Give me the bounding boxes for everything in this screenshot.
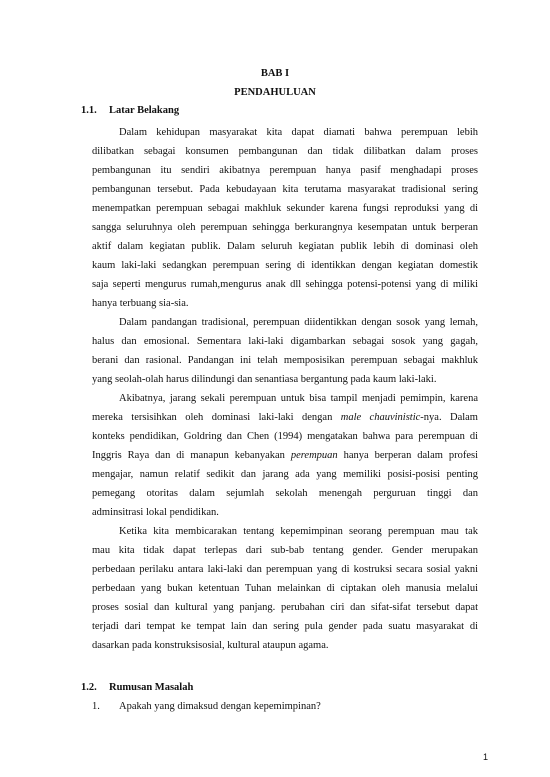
paragraph-line (92, 601, 478, 614)
line-text: dilibatkan sebagai konsumen pembangunan dan tidak dilibatkan dalam proses (92, 146, 478, 157)
line-text: hanya terbuang sia-sia. (92, 298, 189, 309)
italic-term: perempuan (290, 450, 338, 461)
line-text: saja seperti mengurus rumah,mengurus anak dll sehingga potensi-potensi yang di miliki (92, 279, 478, 290)
paragraph-line (119, 126, 478, 139)
section-title: Latar Belakang (109, 105, 180, 116)
paragraph-line (92, 563, 478, 576)
paragraph-line (92, 373, 478, 386)
paragraph-line (92, 449, 478, 462)
paragraph-line (92, 240, 478, 253)
line-text: aktif dalam kegiatan publik. Dalam seluruh kegiatan publik lebih di dominasi oleh (92, 241, 478, 252)
paragraph-line (92, 221, 478, 234)
line-text: pembangunan tersebut. Pada kebudayaan kita terutama masyarakat tradisional sering (92, 184, 478, 195)
paragraph-line (92, 411, 478, 424)
line-text: Dalam pandangan tradisional, perempuan diidentikkan dengan sosok yang lemah, (119, 317, 478, 328)
chapter-title: PENDAHULUAN (234, 87, 316, 98)
paragraph-line (92, 506, 478, 519)
line-text: mengajar, namun relatif sedikit dan jarang ada yang memiliki posisi-posisi penting (92, 469, 478, 480)
paragraph-line (119, 392, 478, 405)
paragraph-line (92, 183, 478, 196)
line-text: pemegang otoritas dalam sejumlah sekolah menengah perguruan tinggi dan (92, 488, 478, 499)
line-text: hanya berperan dalam profesi (337, 450, 478, 461)
paragraph-line (92, 487, 478, 500)
line-text: perbedaan yang bukan ketentuan Tuhan melainkan di ciptakan oleh manusia melalui (92, 583, 478, 594)
line-text: mau kita tidak dapat terlepas dari sub-bab tentang gender. Gender merupakan (92, 545, 478, 556)
section-heading-rumusan-masalah (81, 682, 193, 693)
line-text: Inggris Raya dan di manapun kebanyakan (92, 450, 291, 461)
list-item-text: Apakah yang dimaksud dengan kepemimpinan? (119, 701, 321, 712)
paragraph-line (92, 544, 478, 557)
line-text: dasarkan pada konstruksisosial, kultural ataupun agama. (92, 640, 329, 651)
list-item (92, 700, 321, 713)
paragraph-line (92, 259, 478, 272)
list-item-number: 1. (92, 701, 100, 712)
line-text: proses sosial dan kultural yang panjang. perubahan ciri dan sifat-sifat tersebut dapat (92, 602, 478, 613)
paragraph-line (92, 164, 478, 177)
paragraph-line (92, 620, 478, 633)
section-number: 1.2. (81, 682, 97, 693)
line-text: berani dan rasional. Pandangan ini telah memposisikan perempuan sebagai makhluk (92, 355, 478, 366)
line-text: menempatkan perempuan sebagai makhluk sekunder karena fungsi reproduksi yang di (92, 203, 478, 214)
section-heading-latar-belakang (81, 105, 179, 116)
paragraph-line (92, 297, 478, 310)
section-number: 1.1. (81, 105, 97, 116)
line-text: halus dan emosional. Sementara laki-laki digambarkan sebagai sosok yang gagah, (92, 336, 478, 347)
paragraph-line (92, 335, 478, 348)
line-text: perbedaan perilaku antara laki-laki dan perempuan yang di kostruksi secara sosial yakni (92, 564, 478, 575)
paragraph-line (92, 639, 478, 652)
paragraph-line (92, 354, 478, 367)
paragraph-line (92, 582, 478, 595)
line-text: Ketika kita membicarakan tentang kepemimpinan seorang perempuan mau tak (119, 526, 478, 537)
line-text: pembangunan itu sendiri akibatnya perempuan hanya pasif menghadapi proses (92, 165, 478, 176)
line-text: kaum laki-laki sedangkan perempuan sering di identikkan dengan kegiatan domestik (92, 260, 478, 271)
paragraph-line (92, 278, 478, 291)
page-number: 1 (482, 752, 488, 762)
paragraph-line (92, 430, 478, 443)
line-text: sangga seluruhnya oleh perempuan sehingga berkurangnya kesempatan untuk berperan (92, 222, 478, 233)
paragraph-line (119, 316, 478, 329)
chapter-label: BAB I (260, 68, 290, 79)
line-text: mereka tersisihkan oleh dominasi laki-laki dengan (92, 412, 341, 423)
line-text: adminsitrasi lokal pendidikan. (92, 507, 219, 518)
section-title: Rumusan Masalah (109, 682, 194, 693)
paragraph-line (119, 525, 478, 538)
paragraph-line (92, 145, 478, 158)
line-text: yang seolah-olah harus dilindungi dan senantiasa bergantung pada kaum laki-laki. (92, 374, 437, 385)
line-text: -nya. Dalam (420, 412, 478, 423)
line-text: konteks pendidikan, Goldring dan Chen (1994) mengatakan bahwa para perempuan di (92, 431, 478, 442)
line-text: Akibatnya, jarang sekali perempuan untuk bisa tampil menjadi pemimpin, karena (119, 393, 478, 404)
italic-term: male chauvinistic (340, 412, 421, 423)
paragraph-line (92, 468, 478, 481)
line-text: Dalam kehidupan masyarakat kita dapat diamati bahwa perempuan lebih (119, 127, 478, 138)
line-text: terjadi dari tempat ke tempat lain dan sering pula gender pada suatu masyarakat di (92, 621, 478, 632)
paragraph-line (92, 202, 478, 215)
